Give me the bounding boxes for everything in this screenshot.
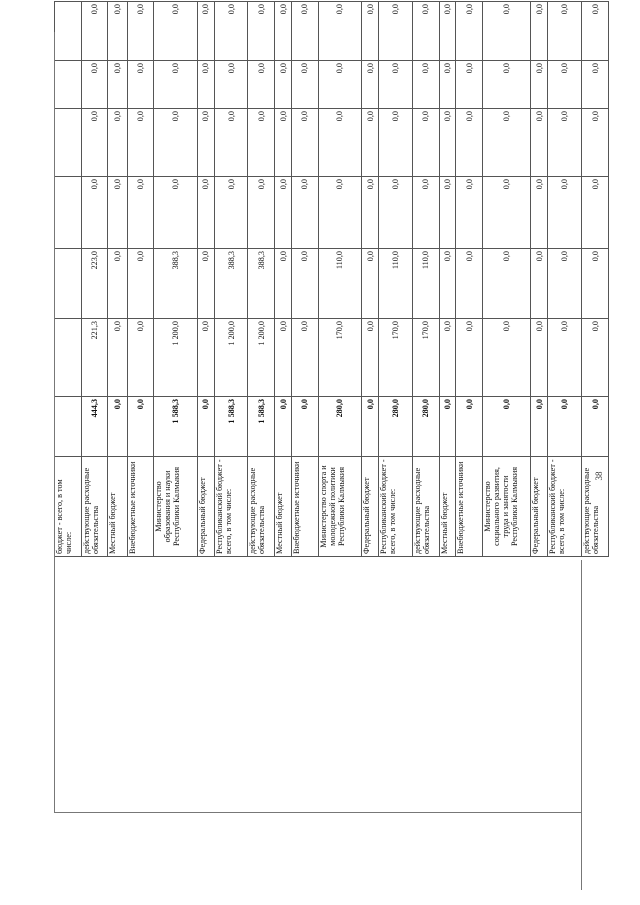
value-cell: 0,0	[582, 177, 609, 249]
total-cell	[55, 397, 82, 457]
total-cell: 444,3	[81, 397, 108, 457]
value-cell: 0,0	[412, 61, 439, 109]
value-cell: 170,0	[318, 319, 362, 397]
table-row	[154, 2, 198, 557]
value-cell: 0,0	[582, 249, 609, 319]
value-cell: 0,0	[292, 319, 319, 397]
table-row	[456, 2, 483, 557]
value-cell: 0,0	[531, 177, 548, 249]
total-cell: 0,0	[127, 397, 154, 457]
value-cell: 221,3	[81, 319, 108, 397]
value-cell: 0,0	[197, 2, 214, 61]
value-cell: 0,0	[81, 109, 108, 177]
value-cell: 0,0	[197, 177, 214, 249]
row-label: Министерство спорта и молодежной политики Республики Калмыкия	[318, 457, 362, 557]
value-cell: 0,0	[483, 319, 531, 397]
value-cell: 0,0	[108, 319, 127, 397]
value-cell: 0,0	[108, 61, 127, 109]
total-cell: 1 588,3	[214, 397, 248, 457]
table-row	[362, 2, 379, 557]
value-cell: 0,0	[214, 61, 248, 109]
table-row	[318, 2, 362, 557]
table-row	[548, 2, 582, 557]
table-row	[439, 2, 456, 557]
total-cell: 0,0	[275, 397, 292, 457]
value-cell: 0,0	[548, 61, 582, 109]
value-cell: 0,0	[248, 177, 275, 249]
value-cell: 0,0	[548, 177, 582, 249]
value-cell: 0,0	[275, 177, 292, 249]
value-cell: 0,0	[362, 61, 379, 109]
value-cell: 388,3	[154, 249, 198, 319]
value-cell: 0,0	[439, 109, 456, 177]
value-cell: 0,0	[362, 109, 379, 177]
row-label: Федеральный бюджет	[531, 457, 548, 557]
value-cell: 0,0	[214, 109, 248, 177]
table-row	[197, 2, 214, 557]
table-row	[248, 2, 275, 557]
value-cell	[55, 2, 82, 61]
value-cell: 0,0	[81, 61, 108, 109]
value-cell: 0,0	[439, 177, 456, 249]
value-cell: 0,0	[582, 61, 609, 109]
value-cell: 1 200,0	[248, 319, 275, 397]
total-cell: 0,0	[362, 397, 379, 457]
frame-right-line	[581, 560, 582, 890]
total-cell: 0,0	[582, 397, 609, 457]
total-cell: 0,0	[548, 397, 582, 457]
frame-left-line	[54, 32, 55, 813]
value-cell: 0,0	[379, 177, 413, 249]
value-cell: 0,0	[154, 109, 198, 177]
row-label: Республиканский бюджет - всего, в том числе:	[548, 457, 582, 557]
value-cell: 0,0	[81, 177, 108, 249]
value-cell: 388,3	[214, 249, 248, 319]
value-cell: 170,0	[379, 319, 413, 397]
budget-table	[54, 1, 609, 557]
table-row	[81, 2, 108, 557]
total-cell: 0,0	[108, 397, 127, 457]
value-cell: 0,0	[456, 249, 483, 319]
table-row	[108, 2, 127, 557]
value-cell: 0,0	[439, 61, 456, 109]
value-cell: 0,0	[531, 249, 548, 319]
value-cell: 0,0	[275, 319, 292, 397]
value-cell: 0,0	[127, 109, 154, 177]
table-row	[412, 2, 439, 557]
value-cell: 0,0	[108, 249, 127, 319]
value-cell: 0,0	[456, 109, 483, 177]
total-cell: 0,0	[483, 397, 531, 457]
table-row	[292, 2, 319, 557]
value-cell: 0,0	[292, 61, 319, 109]
value-cell: 0,0	[412, 109, 439, 177]
value-cell: 0,0	[439, 319, 456, 397]
value-cell: 0,0	[483, 177, 531, 249]
value-cell: 0,0	[439, 2, 456, 61]
row-label: Внебюджетные источники	[456, 457, 483, 557]
value-cell: 0,0	[292, 109, 319, 177]
total-cell: 1 588,3	[154, 397, 198, 457]
value-cell: 1 200,0	[214, 319, 248, 397]
page-number: 38	[594, 471, 604, 481]
total-cell: 280,0	[379, 397, 413, 457]
value-cell: 0,0	[456, 319, 483, 397]
value-cell	[55, 61, 82, 109]
value-cell: 0,0	[412, 177, 439, 249]
value-cell: 0,0	[154, 61, 198, 109]
table-row	[531, 2, 548, 557]
value-cell: 0,0	[456, 2, 483, 61]
value-cell: 0,0	[292, 2, 319, 61]
row-label: бюджет - всего, в том числе:	[55, 457, 82, 557]
value-cell: 0,0	[127, 249, 154, 319]
value-cell: 388,3	[248, 249, 275, 319]
table-body	[55, 2, 609, 557]
row-label: Министерство социального развития, труда и занятости Республики Калмыкия	[483, 457, 531, 557]
total-cell: 0,0	[531, 397, 548, 457]
value-cell: 0,0	[362, 2, 379, 61]
value-cell: 0,0	[127, 2, 154, 61]
value-cell: 0,0	[275, 249, 292, 319]
value-cell: 0,0	[318, 177, 362, 249]
value-cell: 0,0	[531, 109, 548, 177]
value-cell: 0,0	[81, 2, 108, 61]
value-cell: 0,0	[197, 61, 214, 109]
table-row	[214, 2, 248, 557]
row-label: Министерство образования и науки Республики Калмыкия	[154, 457, 198, 557]
value-cell: 0,0	[292, 249, 319, 319]
row-label: Местный бюджет	[108, 457, 127, 557]
row-label: действующие расходные обязательства	[582, 457, 609, 557]
value-cell: 223,0	[81, 249, 108, 319]
value-cell: 170,0	[412, 319, 439, 397]
total-cell: 0,0	[439, 397, 456, 457]
row-label: Местный бюджет	[439, 457, 456, 557]
value-cell: 0,0	[531, 319, 548, 397]
table-row	[55, 2, 82, 557]
value-cell: 0,0	[483, 61, 531, 109]
value-cell: 0,0	[127, 61, 154, 109]
value-cell: 0,0	[412, 2, 439, 61]
row-label: Местный бюджет	[275, 457, 292, 557]
value-cell: 0,0	[275, 109, 292, 177]
value-cell: 0,0	[582, 109, 609, 177]
value-cell: 0,0	[154, 177, 198, 249]
row-label: Федеральный бюджет	[197, 457, 214, 557]
value-cell: 0,0	[214, 2, 248, 61]
value-cell: 0,0	[531, 2, 548, 61]
total-cell: 1 588,3	[248, 397, 275, 457]
value-cell: 110,0	[379, 249, 413, 319]
row-label: Республиканский бюджет - всего, в том числе:	[214, 457, 248, 557]
value-cell: 0,0	[248, 2, 275, 61]
table-row	[275, 2, 292, 557]
row-label: действующие расходные обязательства	[248, 457, 275, 557]
value-cell: 0,0	[362, 249, 379, 319]
value-cell: 0,0	[379, 61, 413, 109]
row-label: Внебюджетные источники	[127, 457, 154, 557]
value-cell: 0,0	[362, 319, 379, 397]
value-cell: 0,0	[318, 2, 362, 61]
value-cell: 0,0	[108, 109, 127, 177]
value-cell: 0,0	[197, 249, 214, 319]
value-cell: 0,0	[108, 177, 127, 249]
value-cell: 0,0	[318, 61, 362, 109]
value-cell: 0,0	[548, 319, 582, 397]
rotated-page	[54, 4, 609, 557]
value-cell: 0,0	[214, 177, 248, 249]
value-cell: 0,0	[154, 2, 198, 61]
value-cell: 0,0	[456, 177, 483, 249]
value-cell	[55, 249, 82, 319]
value-cell: 0,0	[292, 177, 319, 249]
value-cell: 0,0	[379, 109, 413, 177]
row-label: Внебюджетные источники	[292, 457, 319, 557]
value-cell: 0,0	[275, 61, 292, 109]
total-cell: 280,0	[318, 397, 362, 457]
value-cell: 0,0	[379, 2, 413, 61]
value-cell: 0,0	[548, 2, 582, 61]
value-cell: 0,0	[456, 61, 483, 109]
value-cell: 0,0	[483, 109, 531, 177]
value-cell: 0,0	[548, 249, 582, 319]
value-cell: 0,0	[582, 319, 609, 397]
value-cell: 0,0	[197, 109, 214, 177]
value-cell: 0,0	[127, 177, 154, 249]
value-cell: 0,0	[248, 109, 275, 177]
value-cell: 110,0	[318, 249, 362, 319]
value-cell: 0,0	[483, 249, 531, 319]
table-row	[127, 2, 154, 557]
value-cell	[55, 319, 82, 397]
row-label: действующие расходные обязательства	[81, 457, 108, 557]
table-row	[483, 2, 531, 557]
value-cell: 0,0	[197, 319, 214, 397]
frame-bottom-line	[54, 812, 581, 813]
value-cell: 110,0	[412, 249, 439, 319]
total-cell: 0,0	[292, 397, 319, 457]
value-cell: 0,0	[248, 61, 275, 109]
value-cell: 0,0	[531, 61, 548, 109]
value-cell: 0,0	[439, 249, 456, 319]
value-cell: 0,0	[483, 2, 531, 61]
row-label: Республиканский бюджет - всего, в том числе:	[379, 457, 413, 557]
value-cell: 0,0	[318, 109, 362, 177]
value-cell: 0,0	[362, 177, 379, 249]
value-cell: 0,0	[275, 2, 292, 61]
total-cell: 280,0	[412, 397, 439, 457]
value-cell: 0,0	[548, 109, 582, 177]
value-cell	[55, 109, 82, 177]
total-cell: 0,0	[456, 397, 483, 457]
row-label: действующие расходные обязательства	[412, 457, 439, 557]
value-cell: 0,0	[108, 2, 127, 61]
value-cell: 1 200,0	[154, 319, 198, 397]
value-cell	[55, 177, 82, 249]
row-label: Федеральный бюджет	[362, 457, 379, 557]
total-cell: 0,0	[197, 397, 214, 457]
value-cell: 0,0	[127, 319, 154, 397]
table-row	[379, 2, 413, 557]
value-cell: 0,0	[582, 2, 609, 61]
